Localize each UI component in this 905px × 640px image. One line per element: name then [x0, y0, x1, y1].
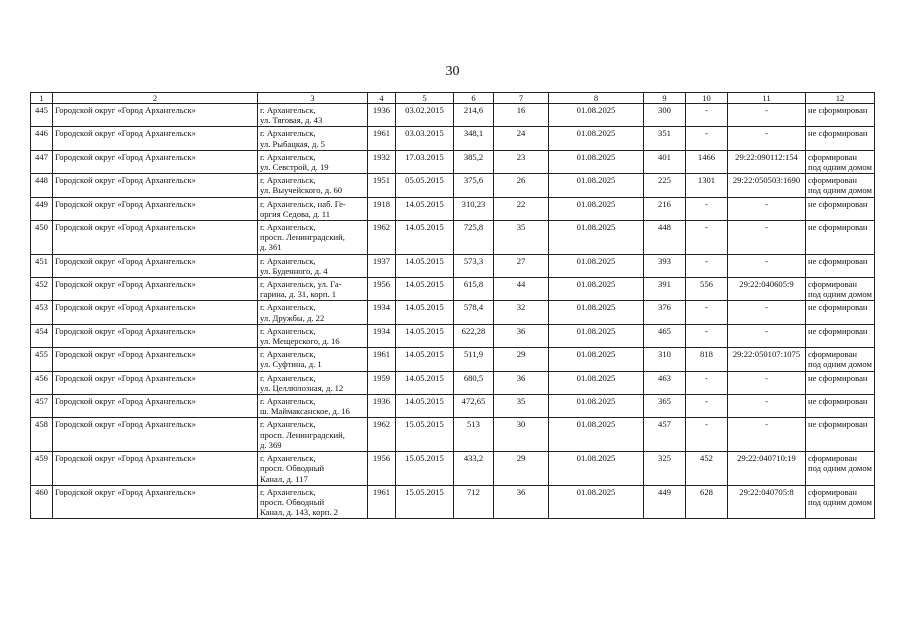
table-cell: - [728, 395, 806, 418]
table-cell: 225 [644, 174, 686, 197]
table-cell: г. Архангельск, ул. Дружбы, д. 22 [258, 301, 368, 324]
table-cell: 14.05.2015 [396, 324, 454, 347]
table-cell: сформирован под одним домом [806, 348, 875, 371]
table-cell: 27 [494, 254, 549, 277]
table-cell: Городской округ «Город Архангельск» [53, 485, 258, 519]
table-cell: 14.05.2015 [396, 221, 454, 255]
column-header: 10 [686, 93, 728, 104]
table-cell: 15.05.2015 [396, 485, 454, 519]
table-cell: 01.08.2025 [549, 221, 644, 255]
table-cell: Городской округ «Город Архангельск» [53, 301, 258, 324]
table-cell: - [728, 221, 806, 255]
table-cell: - [728, 197, 806, 220]
table-cell: сформирован под одним домом [806, 452, 875, 486]
table-row [31, 418, 875, 452]
table-cell: г. Архангельск, ул. Рыбацкая, д. 5 [258, 127, 368, 150]
table-cell: 1959 [368, 371, 396, 394]
table-cell: - [686, 197, 728, 220]
table-cell: 15.05.2015 [396, 452, 454, 486]
table-cell: 376 [644, 301, 686, 324]
table-cell: - [686, 395, 728, 418]
table-cell: не сформирован [806, 104, 875, 127]
table-cell: 391 [644, 278, 686, 301]
table-cell: - [686, 254, 728, 277]
table-cell: 1961 [368, 127, 396, 150]
table-cell: - [728, 371, 806, 394]
table-cell: - [686, 418, 728, 452]
table-cell: 1466 [686, 150, 728, 173]
table-cell: 01.08.2025 [549, 150, 644, 173]
table-cell: 445 [31, 104, 53, 127]
table-cell: 15.05.2015 [396, 418, 454, 452]
table-cell: 29:22:050107:1075 [728, 348, 806, 371]
table-cell: 1956 [368, 452, 396, 486]
table-cell: 1934 [368, 301, 396, 324]
table-cell: 465 [644, 324, 686, 347]
table-row [31, 278, 875, 301]
table-cell: 351 [644, 127, 686, 150]
table-cell: не сформирован [806, 371, 875, 394]
table-cell: 23 [494, 150, 549, 173]
table-cell: - [728, 104, 806, 127]
table-cell: 14.05.2015 [396, 371, 454, 394]
table-cell: 29:22:090112:154 [728, 150, 806, 173]
table-cell: 455 [31, 348, 53, 371]
table-cell: Городской округ «Город Архангельск» [53, 221, 258, 255]
table-cell: 01.08.2025 [549, 104, 644, 127]
table-cell: г. Архангельск, ул. Суфтина, д. 1 [258, 348, 368, 371]
table-cell: г. Архангельск, просп. Ленинградский, д. 369 [258, 418, 368, 452]
table-cell: 01.08.2025 [549, 348, 644, 371]
table-cell: 310,23 [454, 197, 494, 220]
table-row [31, 197, 875, 220]
table-cell: 348,1 [454, 127, 494, 150]
table-cell: 1301 [686, 174, 728, 197]
column-header: 5 [396, 93, 454, 104]
table-cell: г. Архангельск, просп. Ленинградский, д. 361 [258, 221, 368, 255]
table-cell: 14.05.2015 [396, 197, 454, 220]
table-cell: 01.08.2025 [549, 197, 644, 220]
table-cell: Городской округ «Город Архангельск» [53, 104, 258, 127]
table-cell: 452 [31, 278, 53, 301]
table-cell: 1934 [368, 324, 396, 347]
table-body [31, 104, 875, 519]
table-cell: Городской округ «Город Архангельск» [53, 371, 258, 394]
column-header: 7 [494, 93, 549, 104]
table-cell: 216 [644, 197, 686, 220]
table-cell: 513 [454, 418, 494, 452]
table-cell: - [686, 371, 728, 394]
table-cell: 03.03.2015 [396, 127, 454, 150]
table-cell: - [686, 127, 728, 150]
table-cell: 448 [644, 221, 686, 255]
table-cell: 44 [494, 278, 549, 301]
column-header: 6 [454, 93, 494, 104]
table-cell: 30 [494, 418, 549, 452]
table-cell: 01.08.2025 [549, 485, 644, 519]
table-cell: 325 [644, 452, 686, 486]
table-cell: Городской округ «Город Архангельск» [53, 324, 258, 347]
table-cell: 1918 [368, 197, 396, 220]
table-cell: 449 [644, 485, 686, 519]
table-cell: 29:22:040710:19 [728, 452, 806, 486]
table-row [31, 452, 875, 486]
table-cell: Городской округ «Город Архангельск» [53, 127, 258, 150]
table-cell: 556 [686, 278, 728, 301]
table-cell: 446 [31, 127, 53, 150]
table-cell: 463 [644, 371, 686, 394]
column-header: 9 [644, 93, 686, 104]
table-cell: Городской округ «Город Архангельск» [53, 150, 258, 173]
table-cell: 26 [494, 174, 549, 197]
table-cell: 14.05.2015 [396, 348, 454, 371]
table-cell: 622,28 [454, 324, 494, 347]
column-header: 4 [368, 93, 396, 104]
table-cell: не сформирован [806, 254, 875, 277]
table-cell: 573,3 [454, 254, 494, 277]
table-cell: 472,65 [454, 395, 494, 418]
table-cell: сформирован под одним домом [806, 150, 875, 173]
table-cell: 03.02.2015 [396, 104, 454, 127]
table-cell: - [686, 324, 728, 347]
table-cell: 1936 [368, 104, 396, 127]
table-cell: 36 [494, 324, 549, 347]
table-cell: 451 [31, 254, 53, 277]
table-cell: 01.08.2025 [549, 371, 644, 394]
table-cell: 458 [31, 418, 53, 452]
table-cell: 615,8 [454, 278, 494, 301]
table-cell: 578,4 [454, 301, 494, 324]
table-cell: 24 [494, 127, 549, 150]
table-row [31, 485, 875, 519]
table-cell: - [728, 324, 806, 347]
table-cell: Городской округ «Город Архангельск» [53, 278, 258, 301]
table-row [31, 301, 875, 324]
table-cell: 393 [644, 254, 686, 277]
table-cell: - [728, 127, 806, 150]
table-cell: не сформирован [806, 395, 875, 418]
table-cell: 680,5 [454, 371, 494, 394]
table-cell: не сформирован [806, 197, 875, 220]
table-cell: г. Архангельск, ул. Выучейского, д. 60 [258, 174, 368, 197]
table-cell: 14.05.2015 [396, 395, 454, 418]
table-cell: 29:22:040705:8 [728, 485, 806, 519]
table-cell: 1937 [368, 254, 396, 277]
column-header: 2 [53, 93, 258, 104]
table-cell: г. Архангельск, ул. Га- гарина, д. 31, корп. 1 [258, 278, 368, 301]
table-cell: 29:22:050503:1690 [728, 174, 806, 197]
table-cell: 401 [644, 150, 686, 173]
table-cell: г. Архангельск, ул. Мещерского, д. 16 [258, 324, 368, 347]
page-number: 30 [445, 64, 460, 79]
column-header: 8 [549, 93, 644, 104]
table-cell: 36 [494, 371, 549, 394]
table-cell: 385,2 [454, 150, 494, 173]
table-cell: сформирован под одним домом [806, 485, 875, 519]
table-cell: не сформирован [806, 221, 875, 255]
table-cell: 1961 [368, 485, 396, 519]
table-row [31, 127, 875, 150]
table-cell: 01.08.2025 [549, 278, 644, 301]
table-cell: 36 [494, 485, 549, 519]
table-cell: 818 [686, 348, 728, 371]
table-cell: 1962 [368, 221, 396, 255]
table-cell: 01.08.2025 [549, 395, 644, 418]
table-cell: 35 [494, 395, 549, 418]
table-cell: г. Архангельск, наб. Ге- оргия Седова, д. 11 [258, 197, 368, 220]
table-cell: 01.08.2025 [549, 301, 644, 324]
header-row [31, 93, 875, 104]
table-cell: 22 [494, 197, 549, 220]
table-cell: Городской округ «Город Архангельск» [53, 418, 258, 452]
column-header: 11 [728, 93, 806, 104]
table-cell: сформирован под одним домом [806, 174, 875, 197]
table-cell: Городской округ «Город Архангельск» [53, 254, 258, 277]
table-cell: 29 [494, 452, 549, 486]
table-cell: 450 [31, 221, 53, 255]
table-cell: Городской округ «Город Архангельск» [53, 395, 258, 418]
table-cell: 457 [31, 395, 53, 418]
table-row [31, 348, 875, 371]
table-cell: 449 [31, 197, 53, 220]
table-cell: 310 [644, 348, 686, 371]
table-cell: Городской округ «Город Архангельск» [53, 452, 258, 486]
table-cell: Городской округ «Город Архангельск» [53, 197, 258, 220]
table-cell: 32 [494, 301, 549, 324]
table-cell: 29:22:040605:9 [728, 278, 806, 301]
table-cell: г. Архангельск, просп. Обводный Канал, д. 143, корп. 2 [258, 485, 368, 519]
table-cell: - [686, 104, 728, 127]
column-header: 12 [806, 93, 875, 104]
table-cell: 14.05.2015 [396, 301, 454, 324]
table-cell: сформирован под одним домом [806, 278, 875, 301]
table-cell: 453 [31, 301, 53, 324]
column-header: 3 [258, 93, 368, 104]
table-cell: - [728, 418, 806, 452]
table-row [31, 254, 875, 277]
table-cell: 17.03.2015 [396, 150, 454, 173]
table-cell: 1962 [368, 418, 396, 452]
table-cell: 01.08.2025 [549, 127, 644, 150]
table-row [31, 371, 875, 394]
table-cell: - [686, 301, 728, 324]
table-cell: 447 [31, 150, 53, 173]
table-cell: 712 [454, 485, 494, 519]
table-cell: 01.08.2025 [549, 254, 644, 277]
table-row [31, 174, 875, 197]
table-cell: 1956 [368, 278, 396, 301]
table-cell: - [728, 254, 806, 277]
table-cell: не сформирован [806, 418, 875, 452]
table-cell: Городской округ «Город Архангельск» [53, 174, 258, 197]
table-cell: не сформирован [806, 301, 875, 324]
table-cell: 457 [644, 418, 686, 452]
table-cell: 14.05.2015 [396, 254, 454, 277]
table-cell: 14.05.2015 [396, 278, 454, 301]
table-cell: 448 [31, 174, 53, 197]
table-cell: 456 [31, 371, 53, 394]
column-header: 1 [31, 93, 53, 104]
table-cell: - [728, 301, 806, 324]
table-cell: 452 [686, 452, 728, 486]
table-cell: 628 [686, 485, 728, 519]
table-cell: 300 [644, 104, 686, 127]
table-row [31, 150, 875, 173]
table-cell: 01.08.2025 [549, 452, 644, 486]
table-cell: г. Архангельск, ул. Севстрой, д. 19 [258, 150, 368, 173]
table-cell: 460 [31, 485, 53, 519]
table-cell: г. Архангельск, ул. Тяговая, д. 43 [258, 104, 368, 127]
table-cell: 05.05.2015 [396, 174, 454, 197]
table-cell: г. Архангельск, ш. Маймаксанское, д. 16 [258, 395, 368, 418]
table-cell: 433,2 [454, 452, 494, 486]
table-cell: 35 [494, 221, 549, 255]
table-cell: 214,6 [454, 104, 494, 127]
table-cell: 725,8 [454, 221, 494, 255]
table-cell: 459 [31, 452, 53, 486]
table-cell: Городской округ «Город Архангельск» [53, 348, 258, 371]
table-cell: 1951 [368, 174, 396, 197]
table-cell: 29 [494, 348, 549, 371]
table-row [31, 104, 875, 127]
table-cell: не сформирован [806, 127, 875, 150]
table-cell: 1961 [368, 348, 396, 371]
table-cell: 365 [644, 395, 686, 418]
table-cell: г. Архангельск, ул. Целлюлозная, д. 12 [258, 371, 368, 394]
table-cell: 01.08.2025 [549, 174, 644, 197]
table-cell: 16 [494, 104, 549, 127]
table-cell: г. Архангельск, просп. Обводный Канал, д. 117 [258, 452, 368, 486]
table-cell: 511,9 [454, 348, 494, 371]
table-cell: 454 [31, 324, 53, 347]
table-cell: не сформирован [806, 324, 875, 347]
table-cell: 01.08.2025 [549, 324, 644, 347]
table-row [31, 221, 875, 255]
table-cell: 1932 [368, 150, 396, 173]
table-row [31, 395, 875, 418]
housing-table [30, 92, 875, 519]
table-cell: 1936 [368, 395, 396, 418]
table-cell: г. Архангельск, ул. Буденного, д. 4 [258, 254, 368, 277]
table-cell: 01.08.2025 [549, 418, 644, 452]
table-cell: 375,6 [454, 174, 494, 197]
table-cell: - [686, 221, 728, 255]
table-row [31, 324, 875, 347]
